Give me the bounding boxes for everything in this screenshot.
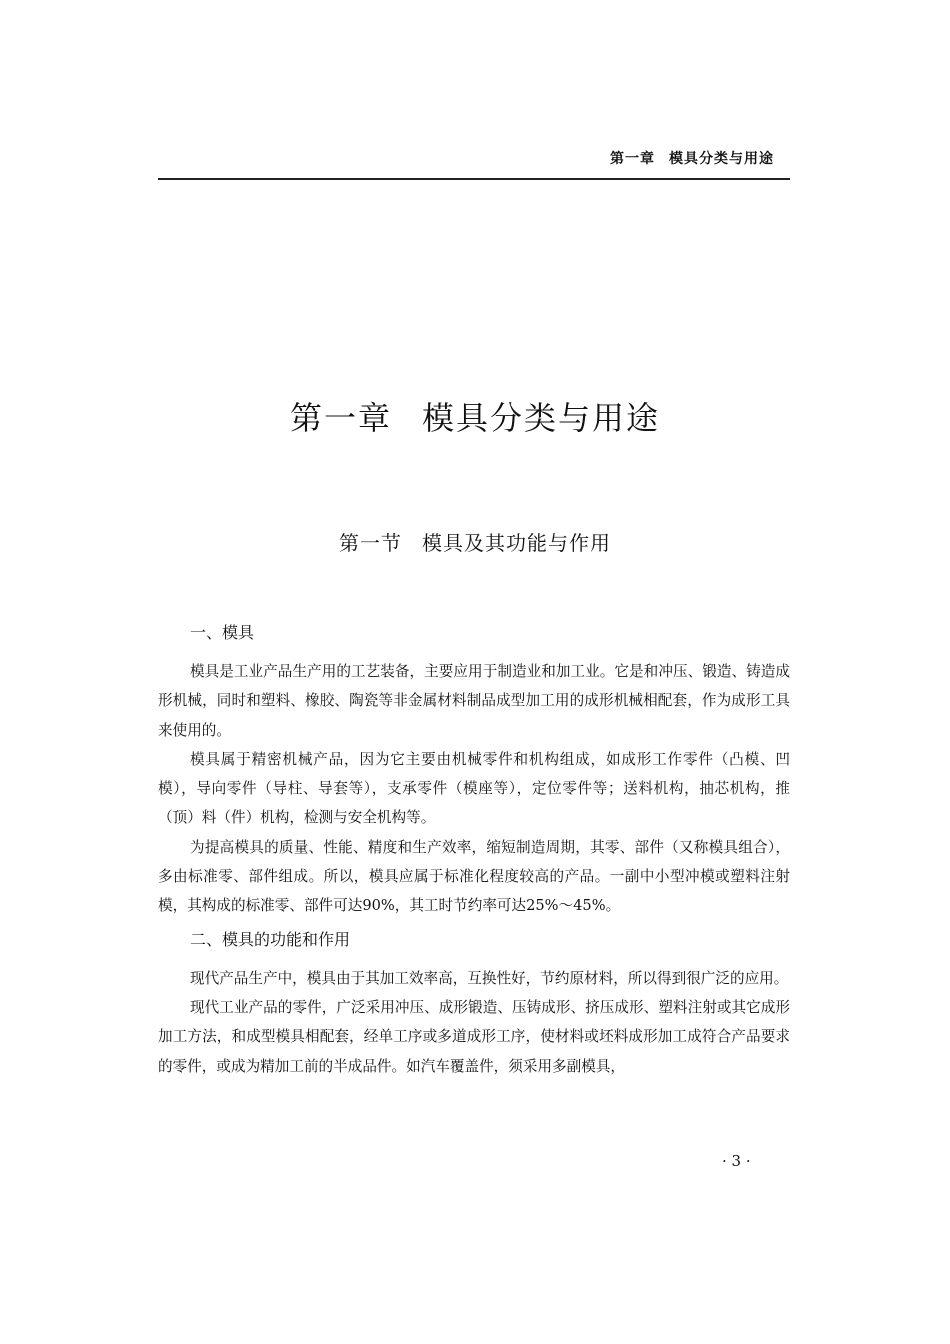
page-number: · 3 · [722,1152,751,1170]
paragraph: 现代工业产品的零件，广泛采用冲压、成形锻造、压铸成形、挤压成形、塑料注射或其它成形加工方法，和成型模具相配套，经单工序或多道成形工序，使材料或坯料成形加工成符合产品要求的零件，或成为精加工前的半成品件。如汽车覆盖件，须采用多副模具， [158,998,790,1075]
chapter-number: 第一章 [289,399,392,437]
paragraph: 现代产品生产中，模具由于其加工效率高，互换性好，节约原材料，所以得到很广泛的应用。 [190,969,789,987]
header-rule [158,178,790,180]
section-title [0,527,950,556]
paragraph: 模具属于精密机械产品，因为它主要由机械零件和机构组成，如成形工作零件（凸模、凹模），导向零件（导柱、导套等），支承零件（模座等），定位零件等；送料机构，抽芯机构，推（顶）料（件）机构，检测与安全机构等。 [158,750,790,827]
running-header-chapter: 第一章 [610,151,655,167]
paragraph: 模具是工业产品生产用的工艺装备，主要应用于制造业和加工业。它是和冲压、锻造、铸造成形机械，同时和塑料、橡胶、陶瓷等非金属材料制品成型加工用的成形机械相配套，作为成形工具来使用的。 [158,663,790,739]
subsection-heading: 一、模具 [190,623,255,642]
chapter-name: 模具分类与用途 [422,399,661,437]
chapter-title [0,393,950,439]
section-number: 第一节 [339,531,402,555]
subsection-heading: 二、模具的功能和作用 [190,929,351,949]
paragraph: 为提高模具的质量、性能、精度和生产效率，缩短制造周期，其零、部件（又称模具组合），多由标准零、部件组成。所以，模具应属于标准化程度较高的产品。一副中小型冲模或塑料注射模，其构成的标准零、部件可达90%，其工时节约率可达25%～45%。 [158,838,790,915]
body-text [158,618,790,1081]
section-name: 模具及其功能与作用 [422,531,611,555]
running-header-title: 模具分类与用途 [669,151,774,167]
running-header [610,148,774,168]
